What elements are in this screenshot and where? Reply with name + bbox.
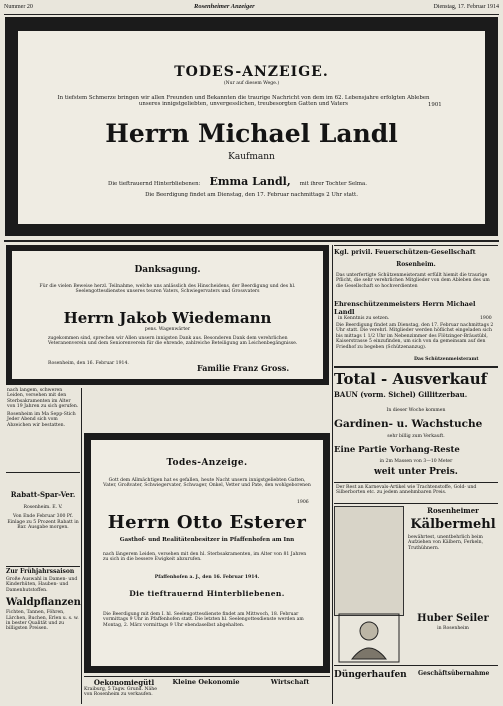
huber-ad <box>408 613 498 653</box>
fruehjahr-title: Zur Frühjahrssaison <box>6 568 75 575</box>
kalbermehl-top: Rosenheimer <box>427 506 479 515</box>
fruehjahr-ad <box>6 568 80 700</box>
section-rule <box>4 240 499 242</box>
sparverein-ad <box>6 476 80 560</box>
ad1-mourners <box>108 170 468 186</box>
bottom-rule <box>84 676 330 677</box>
right-column <box>334 245 498 704</box>
column-rule-left <box>81 388 82 704</box>
left-col-top-text: nach langem, schweren Leiden, versehen mit den Sterbsakramenten im Alter von 19 Jahren zu sich gerufen. <box>7 388 79 410</box>
ad3-code: 1906 <box>297 500 309 505</box>
small-ads-block <box>334 506 404 616</box>
ad1-mourn-name: Emma Landl, <box>209 175 291 188</box>
kalbermehl-ad <box>408 506 498 611</box>
waldpflanzen-text: Fichten, Tannen, Föhren, Lärchen, Buchen, Erlen u. s. w. in bester Qualität und zu billigsten Preisen. <box>6 610 79 632</box>
wirtschaft-title: Wirtschaft <box>270 678 310 686</box>
page-number: Nummer 20 <box>4 4 33 10</box>
sparverein-text: Von Ende Februar 300 Pf. Einlage zu 5 Prozent Rabatt in Bar. Ausgabe morgen. <box>7 514 79 531</box>
woche-text: In dieser Woche kommen <box>386 408 446 413</box>
ad2-title: Danksagung. <box>134 265 201 275</box>
kalbermehl-text: bewährtest, unentbehrlich beim Aufziehen von Kälbern, Ferkeln, Truthühnern. <box>408 535 484 551</box>
ausverkauf-title: Total - Ausverkauf <box>334 370 488 388</box>
left-rule-1 <box>6 472 80 473</box>
ad2-text2: zugekommen sind, sprechen wir Allen unsern innigsten Dank aus. Besonderen Dank dem verehrlichen Veteranenverein und dem Seniorenverein für die ehrende, zahlreiche Beteiligung am Leichenbegängnisse. <box>48 336 298 347</box>
kalbermehl-title: Kälbermehl <box>410 517 496 532</box>
ad3-text2: nach längerem Leiden, versehen mit den hl. Sterbsakramenten, im Alter von 81 Jahren zu sich in die bessere Ewigkeit abzurufen. <box>103 552 307 563</box>
ad3-date: Pfaffenhofen a. J., den 16. Februar 1914. <box>154 575 260 580</box>
ad1-text: In tiefstem Schmerze bringen wir allen Freunden und Bekannten die traurige Nachricht von dem im 62. Lebensjahre erfolgten Ableben unseres innigstgeliebten, unvergesslichen, treubesorgten Gatten und Vaters <box>57 95 430 108</box>
gesellschaft-title: Kgl. privil. Feuerschützen-Gesellschaft <box>334 248 476 256</box>
wirtschaft-ad <box>250 678 330 704</box>
karneval-text: Der Rest an Karnevals-Artikel wie Trachtenstoffe, Gold- und Silberborten etc. zu jedem annehmbaren Preis. <box>336 485 477 496</box>
woman-illustration-icon <box>338 613 400 663</box>
page-header <box>4 3 499 13</box>
kleine-ad <box>166 678 246 704</box>
sparverein-sub: Rosenheim. E. V. <box>23 505 63 510</box>
ad2-date: Rosenheim, den 16. Februar 1914. <box>48 361 129 366</box>
partie-title: Eine Partie Vorhang-Reste <box>334 445 460 455</box>
right-rule-2 <box>334 482 498 483</box>
ad1-role: Kaufmann <box>228 152 275 162</box>
right-rule-0 <box>334 245 498 246</box>
ad1-mourn-label: Die tieftrauernd Hinterbliebenen: <box>108 181 201 187</box>
ad1-name: Herrn Michael Landl <box>105 119 398 148</box>
oekonomie-ad <box>84 678 164 704</box>
ad1-title: TODES-ANZEIGE. <box>174 64 329 80</box>
huber-sub: in Rosenheim <box>437 626 469 631</box>
meister-text: in Kenntnis zu setzen. <box>338 316 390 321</box>
left-col-rosenheim-text: Rosenheim im Ma Sepp-Stich Jeder Abend sich vom Abzeichen wir bestatten. <box>7 412 76 428</box>
ad1-code: 1901 <box>428 102 442 108</box>
header-rule <box>4 14 499 15</box>
ad2-role: pens. Wagenwärter <box>144 327 191 332</box>
todes-anzeige-landl-inner <box>18 31 485 224</box>
huber-title: Huber Seiler <box>417 613 489 624</box>
kleine-title: Kleine Oekonomie <box>172 678 240 686</box>
sparverein-title: Rabatt-Spar-Ver. <box>10 490 76 499</box>
ad2-family: Familie Franz Gross. <box>197 363 290 373</box>
ad1-burial: Die Beerdigung findet am Dienstag, den 17. Februar nachmittags 2 Uhr statt. <box>145 192 358 198</box>
ad3-text: Gott dem Allmächtigen hat es gefallen, heute Nacht unsern innigstgeliebten Gatten, Vater, Großvater, Schwiegervater, Schwager, Onkel, Vetter und Pate, den wohlgeborenen <box>103 478 311 489</box>
illustration-placeholder <box>338 613 400 663</box>
meister-title: Ehrenschützenmeisters Herrn Michael Landl <box>334 300 476 316</box>
waldpflanzen-title: Waldpflanzen <box>6 597 81 609</box>
newspaper-title: Rosenheimer Anzeiger <box>194 3 255 10</box>
fruehjahr-text: Große Auswahl in Damen- und Kinderhüten, Hauben- und Damenhutstoffen. <box>6 577 78 593</box>
gardinen-title: Gardinen- u. Wachstuche <box>334 418 483 430</box>
column-rule-right <box>332 245 333 704</box>
partie-sub: in 2m Massen von 3—10 Meter <box>379 459 453 464</box>
oekonomie-title: Oekonomiegütl <box>93 678 155 687</box>
left-rule-2 <box>6 566 80 567</box>
ad1-mourn-extra: mit ihrer Tochter Selma. <box>299 181 367 187</box>
ad3-title: Todes-Anzeige. <box>166 458 248 468</box>
page-date: Dienstag, 17. Februar 1914 <box>433 4 499 10</box>
ad3-mourn: Die tieftrauernd Hinterbliebenen. <box>129 589 285 598</box>
meister-text2: Die Beerdigung findet am Dienstag, den 17. Februar nachmittags 2 Uhr statt. Die verehrl. Mitglieder werden höflichst eingeladen sich bis mittags 1 1/2 Uhr im Nebenzimmer des Flötzinger-Bräustübl, Kaiserstrasse 5 einzufinden, um sich von da gemeinsam auf den Friedhof zu begeben (Schützenanzug). <box>336 323 494 350</box>
oekonomie-text: Kraiburg, 5 Tagw. Grund. Nähe von Rosenheim zu verkaufen. <box>84 687 157 698</box>
geschaefts-title: Geschäftsübernahme <box>418 670 490 677</box>
ad2-name: Herrn Jakob Wiedemann <box>63 309 272 327</box>
gesellschaft-sub: Rosenheim. <box>396 261 436 268</box>
gesellschaft-text: Das unterfertigte Schützenmeisteramt erfüllt hiemit die traurige Pflicht, die sehr verehrlichen Mitglieder von dem Ableben des um die Gesellschaft so hochverdienten <box>336 273 490 289</box>
esterer-inner <box>91 440 323 666</box>
ad3-role: Gasthof- und Realitätenbesitzer in Pfaffenhofen am Inn <box>119 537 295 543</box>
ad3-burial: Die Beerdigung mit dem I. hl. Seelengottesdienste findet am Mittwoch, 18. Februar vormittags 9 Uhr in Pfaffenhofen statt. Die letzten hl. Seelengottesdienste werden am Montag, 2. März vormittags 9 Uhr ebendaselbst abgehalten. <box>103 612 304 628</box>
right-rule-1 <box>334 366 498 368</box>
weit-text: weit unter Preis. <box>374 467 458 477</box>
meister-sign: Das Schützenmeisteramt <box>414 357 479 362</box>
right-rule-3 <box>334 503 498 504</box>
ad1-subtitle: (Nur auf diesem Wege.) <box>223 81 280 86</box>
right-rule-4 <box>334 665 498 666</box>
danksagung-inner <box>12 251 323 379</box>
meister-code: 1900 <box>480 316 492 321</box>
ad3-name: Herrn Otto Esterer <box>107 512 307 533</box>
ausverkauf-sub: BAUN (vorm. Sichel) Gillitzerbau. <box>334 390 468 399</box>
gardinen-sub: sehr billig zum Verkauft. <box>387 434 445 439</box>
ad2-text: Für die vielen Beweise herzl. Teilnahme, welche uns anlässlich des Hinscheidens, der Beerdigung und des hl. Seelengottesdienstes unseres teuren Vaters, Schwiegervaters und Grossvaters <box>39 284 296 295</box>
duenger-title: Düngerhaufen <box>334 670 407 680</box>
